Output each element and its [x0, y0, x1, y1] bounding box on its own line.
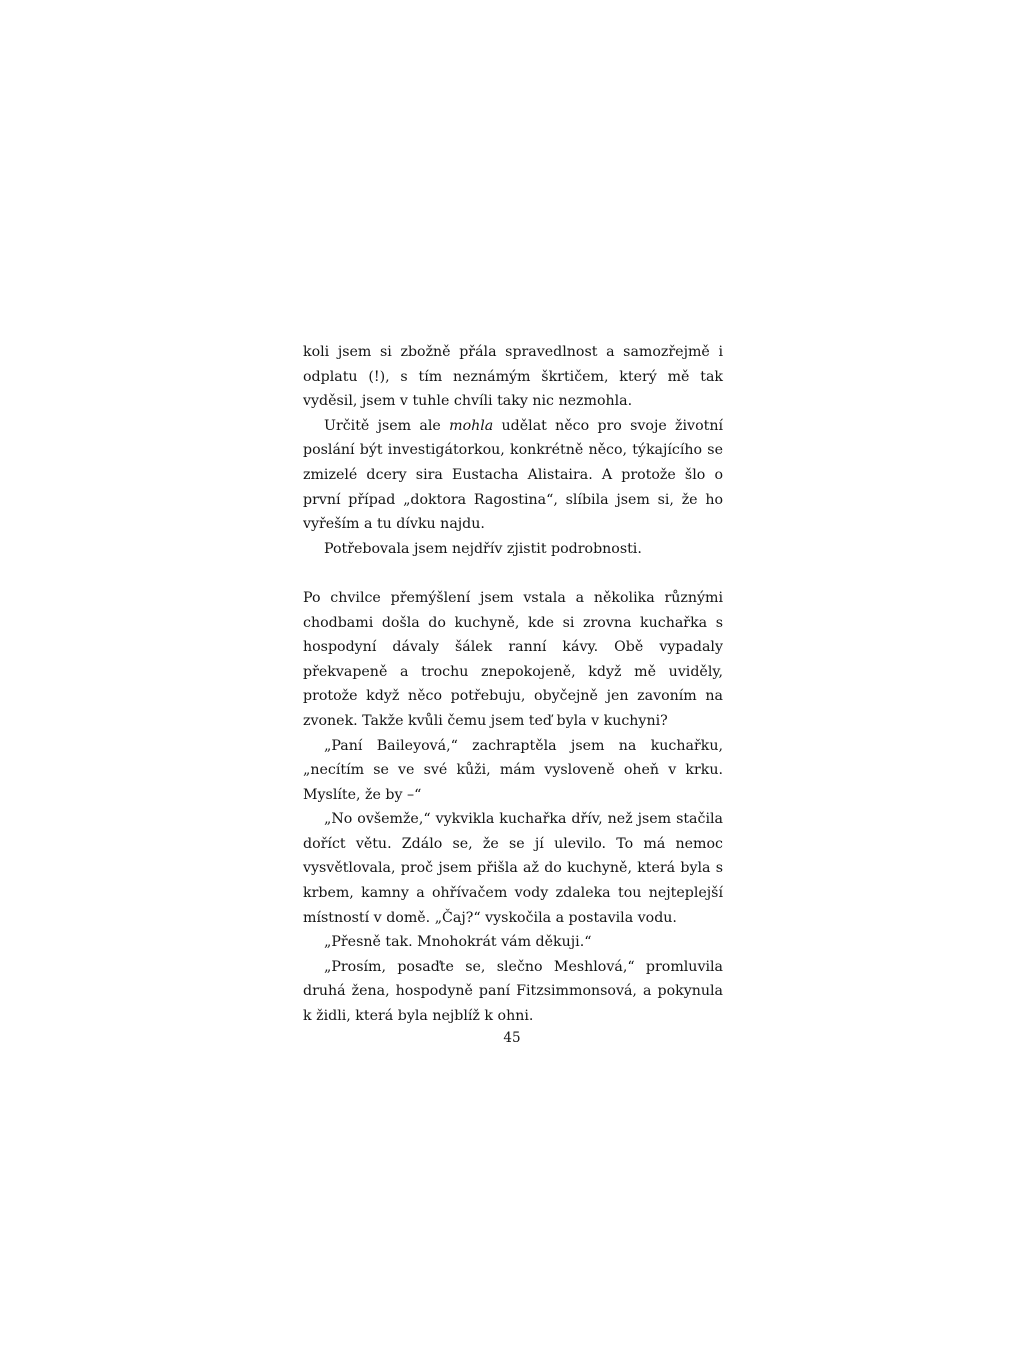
page-number: 45	[503, 1030, 521, 1046]
emphasized-word: mohla	[449, 417, 494, 434]
paragraph: „No ovšemže,“ vykvikla kuchařka dřív, než jsem stačila doříct větu. Zdálo se, že se jí ulevilo. To má nemoc vysvětlovala, proč jsem přišla až do kuchyně, která byla s krbem, kamny a ohřívačem vody zdaleka tou nejteplejší místností v domě. „Čaj?“ vyskočila a postavila vodu.	[303, 811, 723, 926]
paragraph: „Paní Baileyová,“ zachraptěla jsem na kuchařku, „necítím se ve své kůži, mám vysloveně oheň v krku. Myslíte, že by –“	[303, 737, 723, 803]
paragraph: „Přesně tak. Mnohokrát vám děkuji.“	[324, 934, 592, 951]
paragraph-continuation: koli jsem si zbožně přála spravedlnost a samozřejmě i odplatu (!), s tím neznámým škrtičem, který mě tak vyděsil, jsem v tuhle chvíli taky nic nezmohla.	[303, 344, 723, 410]
paragraph: „Prosím, posaďte se, slečno Meshlová,“ promluvila druhá žena, hospodyně paní Fitzsimmonsová, a pokynula k židli, která byla nejblíž k ohni.	[303, 958, 723, 1025]
body-text	[303, 340, 723, 1029]
paragraph-section-start: Po chvilce přemýšlení jsem vstala a několika různými chodbami došla do kuchyně, kde si zrovna kuchařka s hospodyní dávaly šálek ranní kávy. Obě vypadaly překvapeně a trochu znepokojeně, když mě uviděly, protože když něco potřebuju, obyčejně jen zavoním na zvonek. Takže kvůli čemu jsem teď byla v kuchyni?	[303, 589, 723, 729]
paragraph: Potřebovala jsem nejdřív zjistit podrobnosti.	[324, 540, 642, 557]
paragraph-text: udělat něco pro svoje životní poslání být investigátorkou, konkrétně něco, týkajícího se zmizelé dcery sira Eustacha Alistaira. A protože šlo o první případ „doktora Ragostina“, slíbila jsem si, že ho vyřeším a tu dívku najdu.	[303, 417, 723, 533]
section-break	[303, 561, 723, 586]
paragraph	[303, 414, 723, 537]
paragraph-text: Určitě jsem ale	[324, 417, 450, 434]
